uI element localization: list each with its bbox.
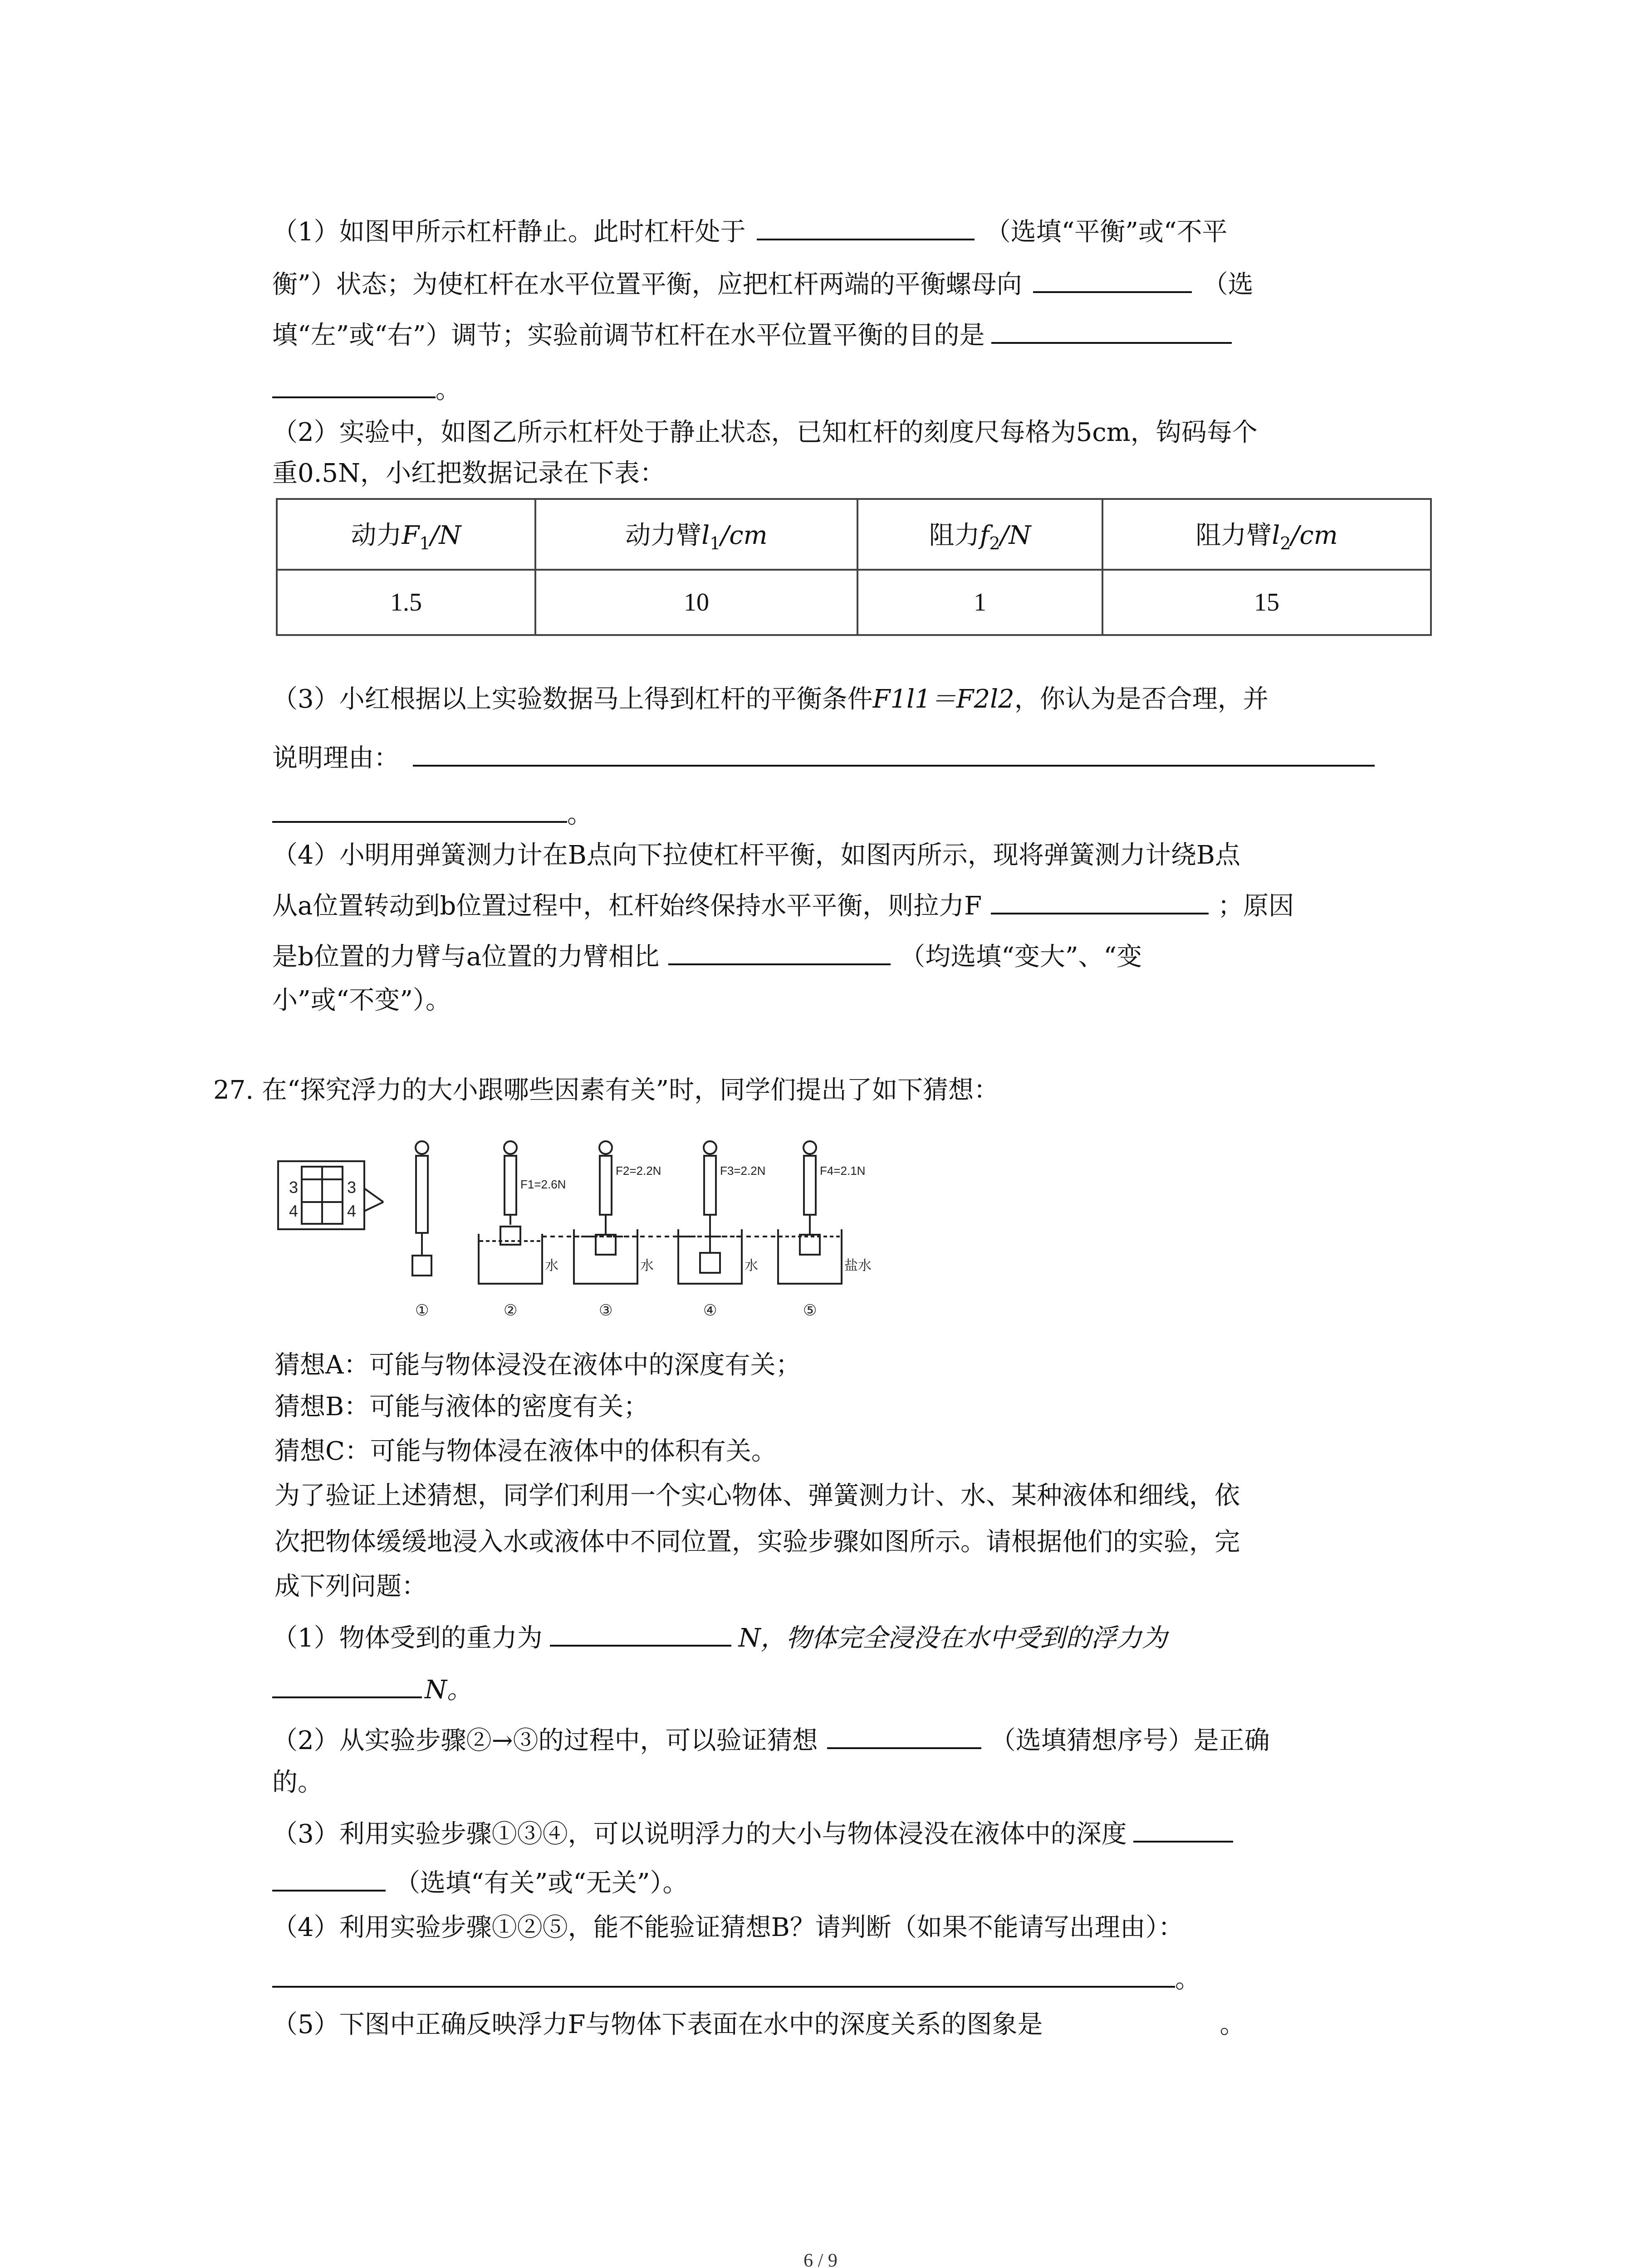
table-header-cell: 动力臂$l_1/cm$ — [535, 499, 857, 570]
scale-label: 4 — [289, 1202, 299, 1220]
q26-p1-line1 — [272, 211, 1228, 251]
q26-p3-blank-cont[interactable] — [272, 794, 567, 823]
table-cell: 1 — [857, 570, 1102, 635]
step4-setup — [678, 1141, 742, 1284]
q27-s1-line2 — [272, 1669, 472, 1709]
q26-p3-blank[interactable] — [413, 738, 1375, 767]
q27-s1-text-a: （1）物体受到的重力为 — [272, 1623, 543, 1653]
step1-setup — [412, 1141, 431, 1276]
q27-s3-blank-cont[interactable] — [272, 1862, 386, 1892]
q26-p1-text-a: （1）如图甲所示杠杆静止。此时杠杆处于 — [272, 217, 746, 247]
table-row — [277, 570, 1431, 635]
table-header-cell: 阻力臂$l_2/cm$ — [1102, 499, 1431, 570]
step3-setup — [574, 1141, 637, 1284]
q27-s3-text-a: （3）利用实验步骤①③④，可以说明浮力的大小与物体浸没在液体中的深度 — [272, 1819, 1127, 1849]
q26-p4-text-c: ；原因 — [1218, 891, 1294, 921]
q27-s1-blank-1[interactable] — [550, 1618, 731, 1647]
step-label: ⑤ — [803, 1301, 817, 1320]
table-cell: 1.5 — [277, 570, 535, 635]
q27-s4-blank[interactable] — [272, 1959, 1175, 1988]
liquid-label: 水 — [745, 1258, 758, 1274]
q26-p4-text-d: 是b位置的力臂与a位置的力臂相比 — [272, 942, 660, 972]
q26-p2-line1 — [272, 414, 1258, 452]
q27-s2-text-a: （2）从实验步骤②→③的过程中，可以验证猜想 — [272, 1726, 818, 1755]
q27-s5-text-b: 。 — [1220, 2010, 1245, 2039]
q26-p4-line4 — [272, 982, 451, 1020]
buoyancy-experiment-figure — [274, 1134, 901, 1334]
q26-p4-line3 — [272, 936, 1142, 976]
scale-label: 4 — [347, 1202, 357, 1220]
q27-s4-line2 — [272, 1959, 1200, 1999]
q26-p1-blank-3[interactable] — [991, 315, 1232, 344]
q26-p1-blank-3-cont[interactable] — [272, 369, 436, 398]
q26-p3-text-c: 说明理由： — [272, 743, 399, 773]
force-label: F3=2.2N — [720, 1164, 766, 1178]
q26-p1-blank-2[interactable] — [1033, 264, 1192, 293]
q27-title — [213, 1071, 999, 1110]
q26-p1-text-e: 填“左”或“右”）调节；实验前调节杠杆在水平位置平衡的目的是 — [272, 321, 985, 350]
q27-guess-a — [274, 1346, 801, 1384]
q27-s2-text-c: 的。 — [272, 1768, 323, 1797]
scale-label: 3 — [289, 1178, 299, 1197]
q26-p1-text-d: （选 — [1202, 270, 1254, 299]
q26-p2-text-a: （2）实验中，如图乙所示杠杆处于静止状态，已知杠杆的刻度尺每格为5cm，钩码每个 — [272, 418, 1258, 447]
q26-p3-text-a: （3）小红根据以上实验数据马上得到杠杆的平衡条件 — [272, 684, 873, 714]
liquid-label: 水 — [640, 1258, 654, 1274]
q27-intro-text-a: 为了验证上述猜想，同学们利用一个实心物体、弹簧测力计、水、某种液体和细线，依 — [274, 1481, 1240, 1510]
q27-s1-blank-2[interactable] — [272, 1669, 422, 1698]
scale-label: 3 — [347, 1178, 357, 1197]
q27-s2-line2 — [272, 1764, 323, 1802]
q26-p1-text-c: 衡”）状态；为使杠杆在水平位置平衡，应把杠杆两端的平衡螺母向 — [272, 270, 1022, 299]
q26-p3-line3 — [272, 794, 593, 834]
step-label: ② — [504, 1301, 518, 1320]
page-number: 6 / 9 — [803, 2250, 838, 2268]
table-header-row — [277, 499, 1431, 570]
q26-p1-text-b: （选填“平衡”或“不平 — [985, 217, 1228, 247]
q27-intro-text-b: 次把物体缓缓地浸入水或液体中不同位置，实验步骤如图所示。请根据他们的实验，完 — [274, 1527, 1240, 1557]
q26-p2-text-b: 重0.5N，小红把数据记录在下表： — [272, 459, 666, 488]
lever-data-table — [276, 498, 1432, 636]
q26-p4-line1 — [272, 836, 1240, 875]
q26-p1-text-f: 。 — [436, 375, 461, 405]
step-label: ① — [415, 1301, 429, 1320]
q26-p3-text-b: ，你认为是否合理，并 — [1014, 684, 1269, 714]
q27-s1-text-c: N。 — [425, 1675, 472, 1705]
q26-p4-text-a: （4）小明用弹簧测力计在B点向下拉使杠杆平衡，如图丙所示，现将弹簧测力计绕B点 — [272, 841, 1240, 870]
q27-guess-c-text: 猜想C：可能与物体浸在液体中的体积有关。 — [274, 1437, 777, 1466]
q27-s3-blank[interactable] — [1133, 1813, 1233, 1843]
q27-s5-line1 — [272, 2006, 1245, 2044]
step5-setup — [778, 1141, 842, 1284]
q26-p4-line2 — [272, 885, 1294, 925]
q27-guess-b — [274, 1388, 649, 1426]
q27-s5-text-a: （5）下图中正确反映浮力F与物体下表面在水中的深度关系的图象是 — [272, 2010, 1043, 2039]
q26-p3-text-d: 。 — [567, 800, 593, 829]
q26-p4-blank-2[interactable] — [668, 936, 891, 965]
q26-p1-line3 — [272, 315, 1232, 355]
step-label: ③ — [599, 1301, 613, 1320]
q26-p1-line4 — [272, 369, 461, 409]
q26-p3-line2 — [272, 738, 1375, 777]
q26-p4-text-f: 小”或“不变”）。 — [272, 986, 451, 1015]
q27-title-text: 27. 在“探究浮力的大小跟哪些因素有关”时，同学们提出了如下猜想： — [213, 1075, 999, 1105]
table-header-cell: 动力$F_1/N$ — [277, 499, 535, 570]
q26-p3-line1 — [272, 680, 1269, 719]
q27-s2-line1 — [272, 1720, 1270, 1760]
q26-p1-blank-1[interactable] — [757, 211, 975, 240]
q27-intro-line2 — [274, 1523, 1240, 1561]
step-label: ④ — [703, 1301, 717, 1320]
balance-formula: F1l1＝F2l2 — [872, 684, 1014, 714]
force-label: F1=2.6N — [520, 1178, 566, 1191]
q27-guess-a-text: 猜想A：可能与物体浸没在液体中的深度有关； — [274, 1350, 801, 1380]
q27-s1-text-b: N，物体完全浸没在水中受到的浮力为 — [738, 1623, 1167, 1653]
q26-p4-text-b: 从a位置转动到b位置过程中，杠杆始终保持水平平衡，则拉力F — [272, 891, 982, 921]
q26-p4-blank-1[interactable] — [991, 885, 1209, 914]
step2-setup — [479, 1141, 542, 1284]
q27-guess-c — [274, 1432, 777, 1471]
q27-s4-line1 — [272, 1909, 1184, 1947]
q27-guess-b-text: 猜想B：可能与液体的密度有关； — [274, 1392, 649, 1422]
q26-p4-text-e: （均选填“变大”、“变 — [900, 942, 1142, 972]
q27-intro-line3 — [274, 1568, 427, 1606]
q27-s2-blank[interactable] — [827, 1720, 981, 1749]
q27-s3-text-b: （选填“有关”或“无关”）。 — [395, 1868, 688, 1898]
q27-s2-text-b: （选填猜想序号）是正确 — [990, 1726, 1270, 1755]
table-cell: 15 — [1102, 570, 1431, 635]
q26-p1-line2 — [272, 264, 1254, 304]
q26-p2-line2 — [272, 455, 665, 493]
liquid-label: 盐水 — [844, 1258, 872, 1274]
force-label: F2=2.2N — [616, 1164, 661, 1178]
q27-s4-text-b: 。 — [1175, 1965, 1200, 1994]
table-cell: 10 — [535, 570, 857, 635]
q27-intro-text-c: 成下列问题： — [274, 1572, 427, 1601]
q27-s4-text-a: （4）利用实验步骤①②⑤，能不能验证猜想B？请判断（如果不能请写出理由）： — [272, 1913, 1184, 1942]
q27-intro-line1 — [274, 1477, 1240, 1515]
liquid-label: 水 — [545, 1258, 558, 1274]
table-header-cell: 阻力$f_2/N$ — [857, 499, 1102, 570]
q27-s3-line2 — [272, 1862, 688, 1902]
q27-s3-line1 — [272, 1813, 1233, 1853]
force-label: F4=2.1N — [820, 1164, 866, 1178]
q27-s1-line1 — [272, 1618, 1167, 1657]
